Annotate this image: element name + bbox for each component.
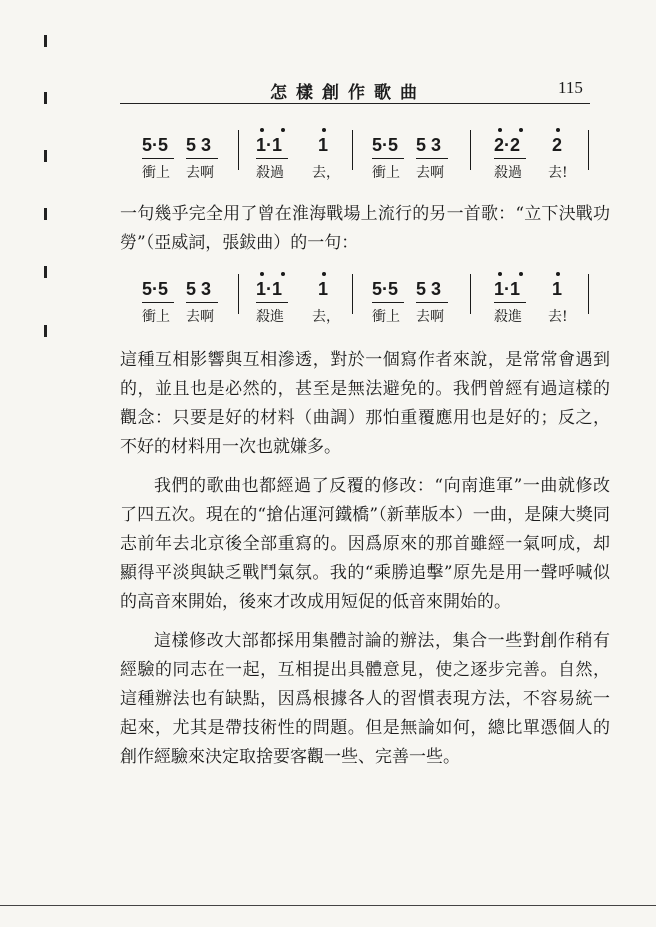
binding-mark bbox=[44, 150, 47, 162]
high-octave-dot bbox=[498, 128, 502, 132]
note-group: 1 bbox=[318, 135, 329, 155]
beam-line bbox=[372, 302, 404, 303]
lyric: 去啊 bbox=[186, 309, 214, 325]
note-group: 1 bbox=[318, 279, 329, 299]
beam-line bbox=[494, 158, 526, 159]
music-score-2 bbox=[120, 272, 590, 332]
note-group: 5·5 bbox=[142, 135, 169, 155]
note-group: 2 bbox=[552, 135, 563, 155]
body-text bbox=[120, 346, 610, 772]
beam-line bbox=[142, 158, 174, 159]
high-octave-dot bbox=[498, 272, 502, 276]
header-rule bbox=[120, 103, 590, 104]
high-octave-dot bbox=[322, 272, 326, 276]
paragraph-text: 一句幾乎完全用了曾在淮海戰場上流行的另一首歌：“立下決戰功勞”（亞威詞，張鈸曲）的一句： bbox=[120, 204, 610, 253]
binding-mark bbox=[44, 208, 47, 220]
page-bottom-edge bbox=[0, 905, 656, 906]
binding-mark bbox=[44, 266, 47, 278]
lyric: 去啊 bbox=[416, 309, 444, 325]
note-group: 1·1 bbox=[256, 135, 283, 155]
bar-line bbox=[238, 274, 239, 314]
lyric: 去啊 bbox=[416, 165, 444, 181]
note-group: 5 3 bbox=[416, 135, 442, 155]
beam-line bbox=[494, 302, 526, 303]
paragraph-3: 這樣修改大部都採用集體討論的辦法，集合一些對創作稍有經驗的同志在一起，互相提出具體意見，使之逐步完善。自然，這種辦法也有缺點，因爲根據各人的習慣表現方法，不容易統一起來，尤其是帶技術性的問題。但是無論如何，總比單憑個人的創作經驗來決定取捨要客觀一些、完善一些。 bbox=[120, 631, 610, 767]
note-group: 2·2 bbox=[494, 135, 521, 155]
beam-line bbox=[416, 302, 448, 303]
lyric: 衝上 bbox=[372, 165, 400, 181]
bar-line bbox=[470, 274, 471, 314]
lyric: 去啊 bbox=[186, 165, 214, 181]
bar-line bbox=[238, 130, 239, 170]
note-group: 5·5 bbox=[142, 279, 169, 299]
paragraph-1: 這種互相影響與互相滲透，對於一個寫作者來說，是常常會遇到的，並且也是必然的，甚至是無法避免的。我們曾經有過這樣的觀念：只要是好的材料（曲調）那怕重覆應用也是好的；反之，不好的材料用一次也就嫌多。 bbox=[120, 350, 610, 457]
note-group: 1·1 bbox=[494, 279, 521, 299]
high-octave-dot bbox=[556, 128, 560, 132]
lyric: 衝上 bbox=[142, 165, 170, 181]
lyric: 殺進 bbox=[256, 309, 284, 325]
bar-line bbox=[588, 130, 589, 170]
beam-line bbox=[372, 158, 404, 159]
high-octave-dot bbox=[281, 272, 285, 276]
lyric: 衝上 bbox=[142, 309, 170, 325]
high-octave-dot bbox=[519, 272, 523, 276]
high-octave-dot bbox=[281, 128, 285, 132]
high-octave-dot bbox=[322, 128, 326, 132]
page-number: 115 bbox=[558, 78, 583, 97]
beam-line bbox=[142, 302, 174, 303]
beam-line bbox=[256, 302, 288, 303]
running-head-title: 怎樣創作歌曲 bbox=[270, 83, 426, 103]
lyric: 去， bbox=[312, 165, 340, 181]
bar-line bbox=[470, 130, 471, 170]
lyric: 去! bbox=[548, 165, 568, 181]
lyric: 殺進 bbox=[494, 309, 522, 325]
note-group: 5 3 bbox=[416, 279, 442, 299]
high-octave-dot bbox=[260, 272, 264, 276]
lyric: 殺過 bbox=[494, 165, 522, 181]
lyric: 去， bbox=[312, 309, 340, 325]
note-group: 5 3 bbox=[186, 135, 212, 155]
lyric: 去! bbox=[548, 309, 568, 325]
high-octave-dot bbox=[519, 128, 523, 132]
beam-line bbox=[186, 158, 218, 159]
paragraph-intro bbox=[120, 200, 610, 258]
bar-line bbox=[588, 274, 589, 314]
binding-mark bbox=[44, 92, 47, 104]
high-octave-dot bbox=[556, 272, 560, 276]
note-group: 5·5 bbox=[372, 279, 399, 299]
note-group: 5·5 bbox=[372, 135, 399, 155]
lyric: 殺過 bbox=[256, 165, 284, 181]
music-score-1 bbox=[120, 128, 590, 188]
note-group: 1·1 bbox=[256, 279, 283, 299]
bar-line bbox=[352, 130, 353, 170]
bar-line bbox=[352, 274, 353, 314]
lyric: 衝上 bbox=[372, 309, 400, 325]
beam-line bbox=[256, 158, 288, 159]
binding-mark bbox=[44, 325, 47, 337]
binding-mark bbox=[44, 35, 47, 47]
high-octave-dot bbox=[260, 128, 264, 132]
note-group: 1 bbox=[552, 279, 563, 299]
beam-line bbox=[416, 158, 448, 159]
note-group: 5 3 bbox=[186, 279, 212, 299]
beam-line bbox=[186, 302, 218, 303]
paragraph-2: 我們的歌曲也都經過了反覆的修改：“向南進軍”一曲就修改了四五次。現在的“搶佔運河鐵橋”（新華版本）一曲，是陳大獎同志前年去北京後全部重寫的。因爲原來的那首雖經一氣呵成，却顯得平淡與缺乏戰鬥氣氛。我的“乘勝追擊”原先是用一聲呼喊似的高音來開始，後來才改成用短促的低音來開始的。 bbox=[120, 476, 610, 612]
